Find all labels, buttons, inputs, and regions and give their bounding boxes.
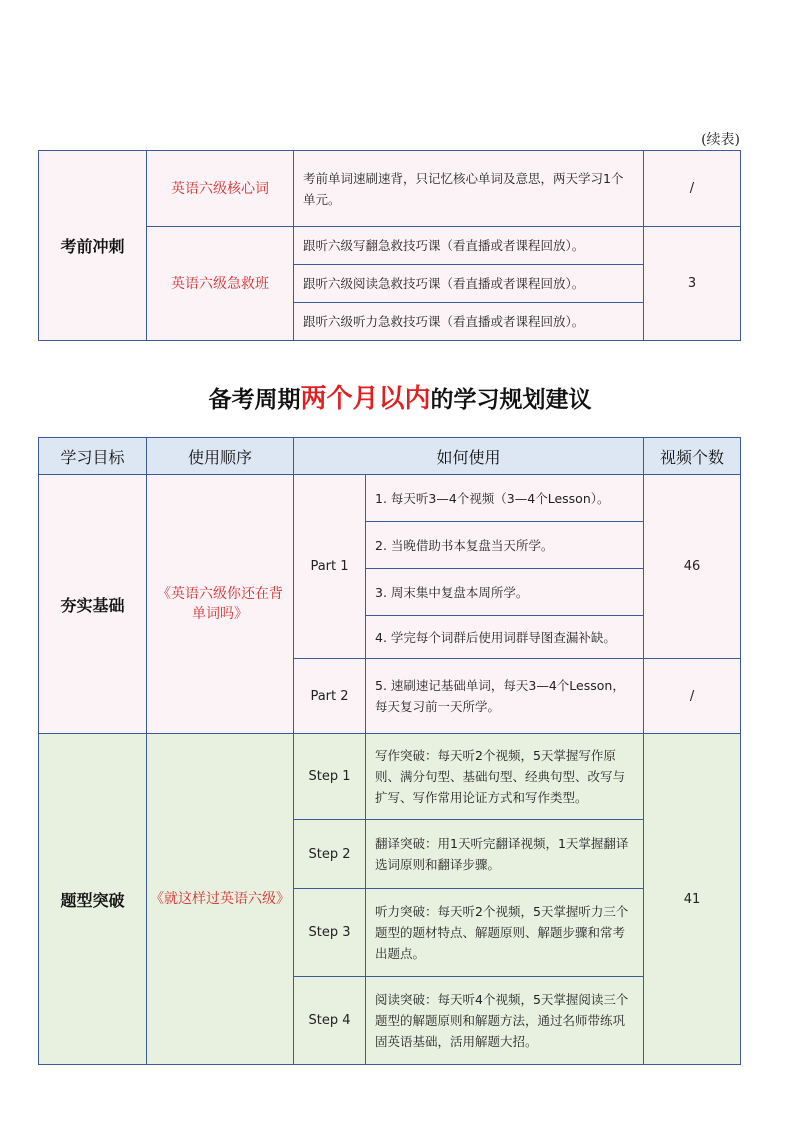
usage-listening: 跟听六级听力急救技巧课（看直播或者课程回放）。	[294, 303, 644, 341]
step2-text: 翻译突破：用1天听完翻译视频，1天掌握翻译选词原则和翻译步骤。	[366, 820, 644, 889]
step1-label: Step 1	[294, 734, 366, 820]
part2-count: /	[644, 659, 741, 734]
book-vocabulary: 《英语六级你还在背单词吗》	[147, 475, 294, 734]
header-order: 使用顺序	[147, 438, 294, 475]
plan-table	[38, 437, 741, 1065]
stage-cell: 考前冲刺	[39, 151, 147, 341]
usage-reading: 跟听六级阅读急救技巧课（看直播或者课程回放）。	[294, 265, 644, 303]
part1-item-2: 2. 当晚借助书本复盘当天所学。	[366, 522, 644, 569]
top-table	[38, 150, 741, 341]
book-cet6: 《就这样过英语六级》	[147, 734, 294, 1065]
part2-label: Part 2	[294, 659, 366, 734]
step4-label: Step 4	[294, 977, 366, 1065]
table-row	[39, 734, 741, 820]
header-how: 如何使用	[294, 438, 644, 475]
part1-count: 46	[644, 475, 741, 659]
count-crash-course: 3	[644, 227, 741, 341]
part1-label: Part 1	[294, 475, 366, 659]
resource-crash-course: 英语六级急救班	[147, 227, 294, 341]
title-after: 的学习规划建议	[430, 387, 592, 413]
header-count: 视频个数	[644, 438, 741, 475]
step2-label: Step 2	[294, 820, 366, 889]
step1-text: 写作突破：每天听2个视频，5天掌握写作原则、满分句型、基础句型、经典句型、改写与扩写、写作常用论证方式和写作类型。	[366, 734, 644, 820]
title-before: 备考周期	[208, 387, 301, 413]
part1-item-1: 1. 每天听3—4个视频（3—4个Lesson）。	[366, 475, 644, 522]
header-goal: 学习目标	[39, 438, 147, 475]
part1-item-3: 3. 周末集中复盘本周所学。	[366, 569, 644, 616]
goal-foundation: 夯实基础	[39, 475, 147, 734]
group2-count: 41	[644, 734, 741, 1065]
usage-core-words: 考前单词速刷速背，只记忆核心单词及意思，两天学习1个单元。	[294, 151, 644, 227]
header-row	[39, 438, 741, 475]
continued-label: (续表)	[701, 132, 740, 148]
part2-text: 5. 速刷速记基础单词，每天3—4个Lesson，每天复习前一天所学。	[366, 659, 644, 734]
step3-text: 听力突破：每天听2个视频，5天掌握听力三个题型的题材特点、解题原则、解题步骤和常考出题点。	[366, 889, 644, 977]
usage-writing-translation: 跟听六级写翻急救技巧课（看直播或者课程回放）。	[294, 227, 644, 265]
part1-item-4: 4. 学完每个词群后使用词群导图查漏补缺。	[366, 616, 644, 659]
step3-label: Step 3	[294, 889, 366, 977]
title-highlight: 两个月以内	[300, 384, 431, 414]
step4-text: 阅读突破：每天听4个视频，5天掌握阅读三个题型的解题原则和解题方法，通过名师带练巩固英语基础，活用解题大招。	[366, 977, 644, 1065]
section-title	[0, 378, 800, 415]
table-row	[39, 475, 741, 522]
resource-core-words: 英语六级核心词	[147, 151, 294, 227]
goal-question-types: 题型突破	[39, 734, 147, 1065]
count-core-words: /	[644, 151, 741, 227]
